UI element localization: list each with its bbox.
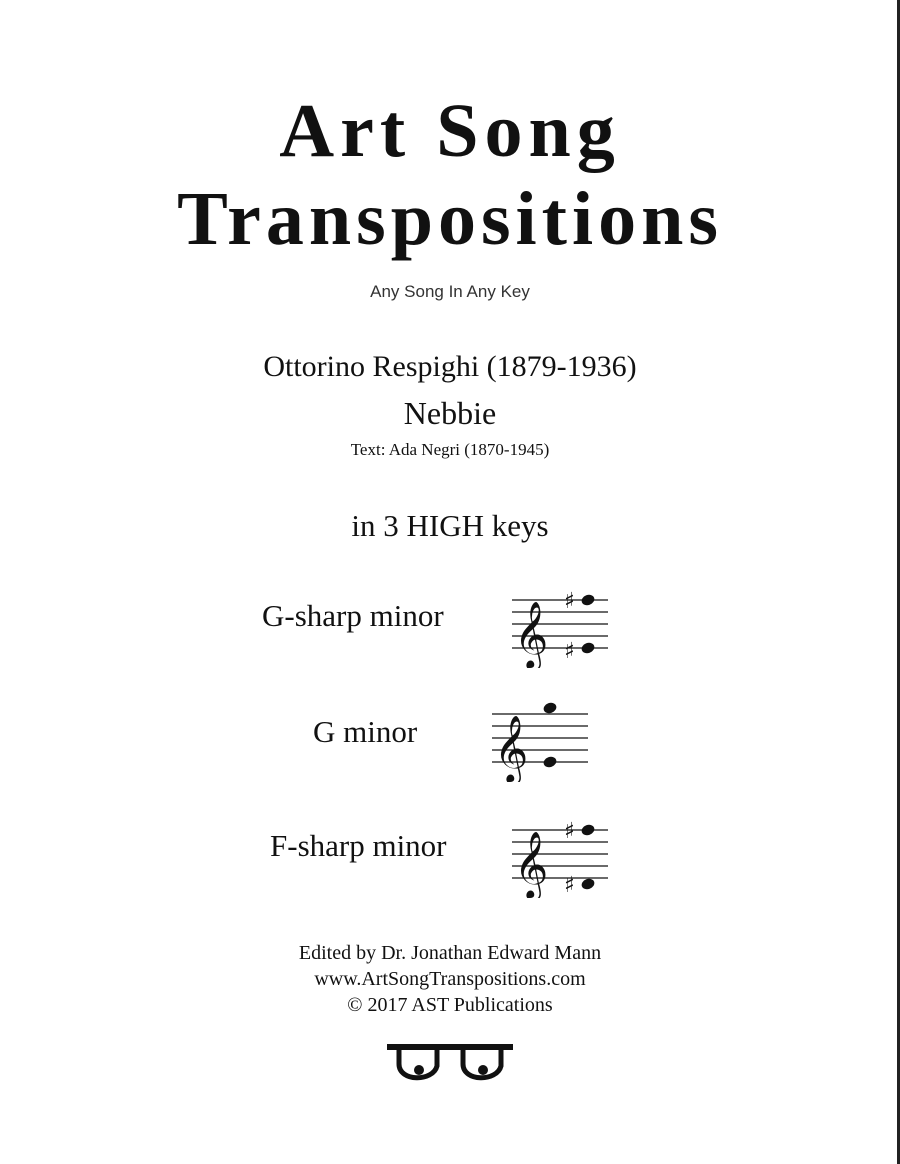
- key-row-g-sharp-minor: [0, 578, 900, 668]
- sharp-icon: ♯: [564, 873, 575, 898]
- key-row-g-minor: [0, 692, 900, 782]
- sharp-icon: ♯: [564, 589, 575, 614]
- treble-clef-icon: 𝄞: [514, 600, 549, 668]
- staff-range-icon: [488, 692, 594, 782]
- composer-line: Ottorino Respighi (1879-1936): [263, 350, 637, 383]
- treble-clef-icon: 𝄞: [494, 714, 529, 782]
- brand-title-line1: Art Song: [279, 89, 621, 173]
- note-head-icon: [580, 593, 596, 607]
- treble-clef-icon: 𝄞: [514, 830, 549, 898]
- ast-logo-icon: [385, 1042, 515, 1088]
- note-head-icon: [580, 877, 596, 891]
- note-head-icon: [542, 701, 558, 715]
- copyright-line: © 2017 AST Publications: [347, 994, 553, 1016]
- brand-tagline: Any Song In Any Key: [370, 282, 530, 301]
- sharp-icon: ♯: [564, 639, 575, 664]
- note-head-icon: [542, 755, 558, 769]
- key-name: G minor: [313, 714, 418, 749]
- website-url: www.ArtSongTranspositions.com: [314, 968, 586, 990]
- keys-heading: in 3 HIGH keys: [351, 508, 549, 543]
- text-credit: Text: Ada Negri (1870-1945): [350, 440, 550, 459]
- staff-range-icon: [508, 578, 614, 668]
- brand-title-line2: Transpositions: [177, 177, 723, 261]
- note-head-icon: [580, 641, 596, 655]
- key-name: G-sharp minor: [262, 598, 444, 633]
- staff-range-icon: [508, 808, 614, 898]
- sharp-icon: ♯: [564, 819, 575, 844]
- note-head-icon: [580, 823, 596, 837]
- key-row-f-sharp-minor: [0, 808, 900, 898]
- key-name: F-sharp minor: [270, 828, 447, 863]
- editor-credit: Edited by Dr. Jonathan Edward Mann: [298, 942, 602, 964]
- song-title: Nebbie: [403, 395, 497, 431]
